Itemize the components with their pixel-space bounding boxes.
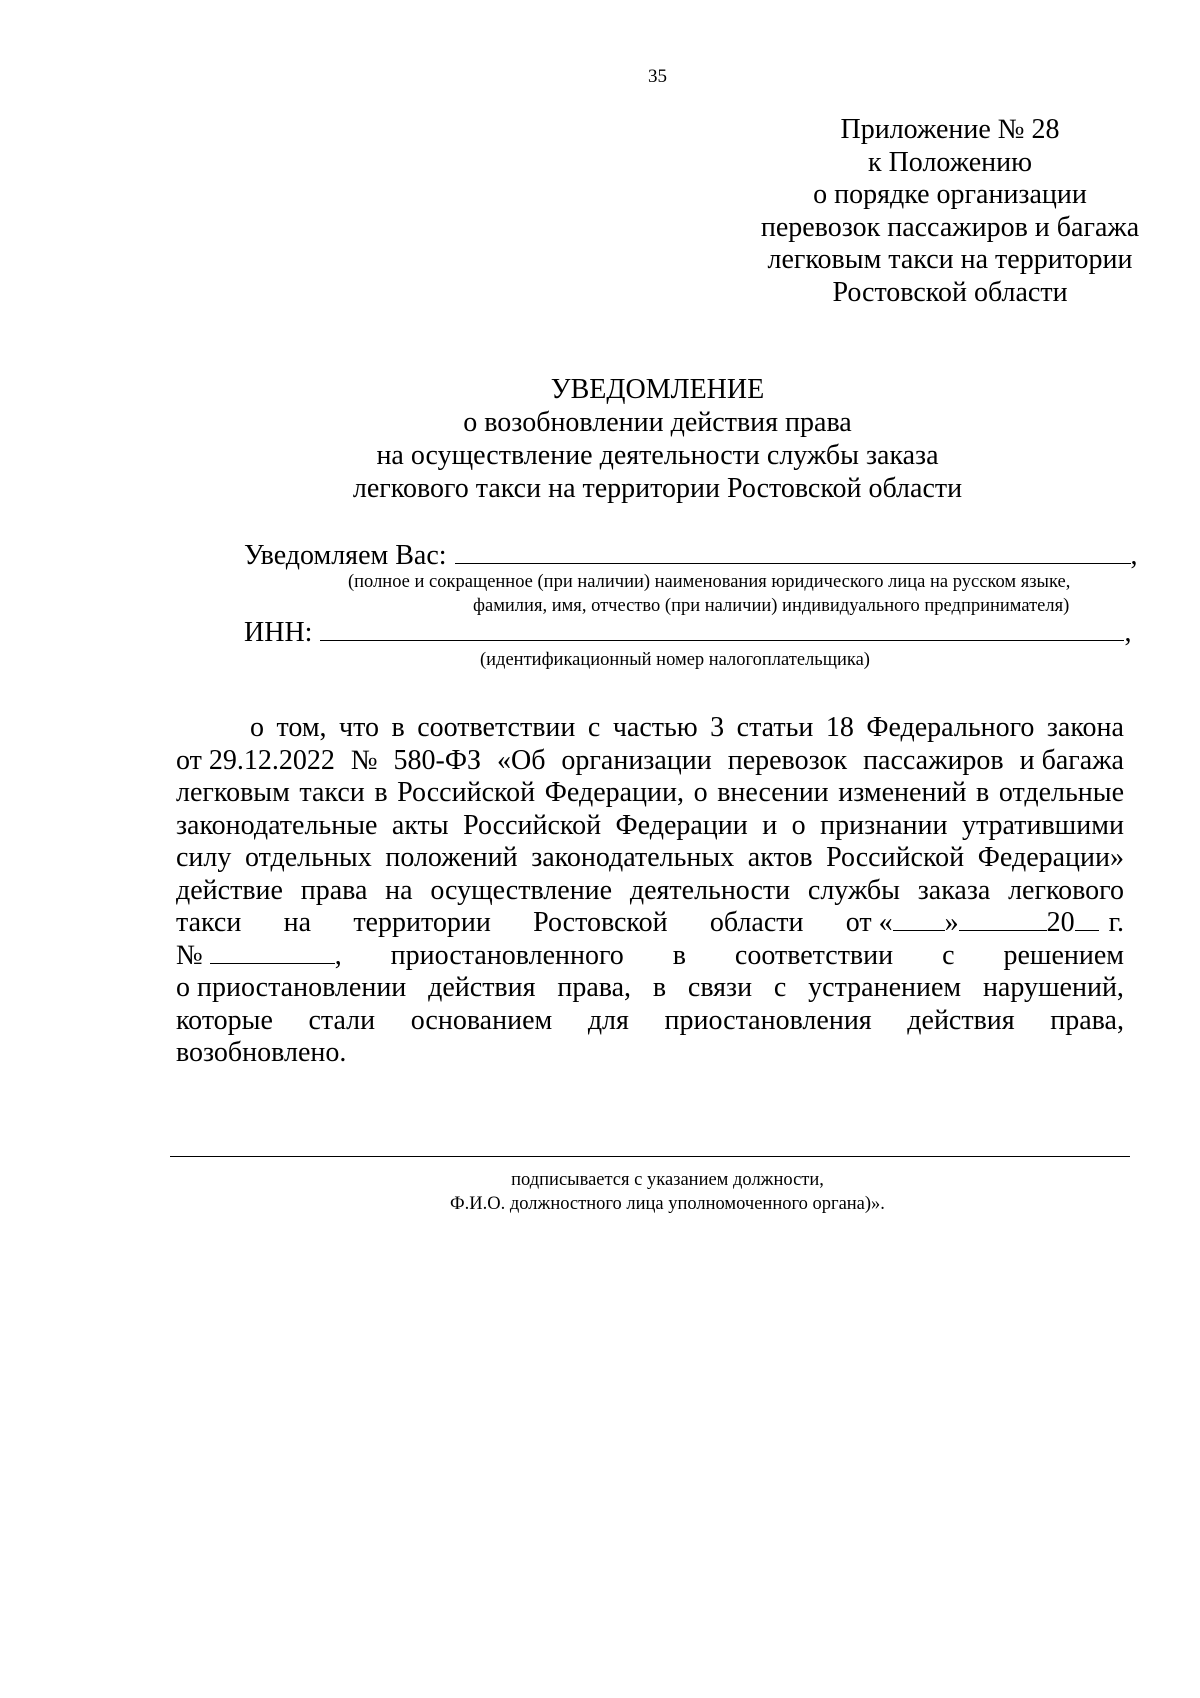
notify-label: Уведомляем Вас:: [244, 540, 447, 571]
inn-hint: (идентификационный номер налогоплательщика): [480, 650, 870, 670]
notify-hint-line: (полное и сокращенное (при наличии) наименования юридического лица на русском языке,: [348, 572, 1071, 592]
inn-comma: ,: [1124, 617, 1132, 648]
title-line: на осуществление деятельности службы заказа: [376, 440, 939, 471]
appendix-line: Ростовской области: [832, 276, 1068, 308]
title-line: легкового такси на территории Ростовской области: [352, 473, 963, 504]
appendix-line: легковым такси на территории: [767, 244, 1133, 275]
date-field: от « » 20 г.: [845, 907, 1124, 938]
body-line: силу отдельных положений законодательных актов Российской Федерации»: [176, 842, 1124, 873]
inn-label: ИНН:: [244, 617, 313, 648]
title-line: о возобновлении действия права: [463, 407, 852, 438]
signature-note: [300, 1168, 1035, 1216]
body-line-date: такси на территории Ростовской области от « » 20 г.: [176, 907, 1124, 938]
inn-fill-line[interactable]: [320, 618, 1124, 641]
appendix-line: Приложение № 28: [840, 114, 1060, 145]
notify-comma: ,: [1130, 540, 1138, 571]
body-line: легковым такси в Российской Федерации, о внесении изменений в отдельные: [176, 777, 1124, 808]
year-blank[interactable]: [1075, 908, 1099, 931]
notify-row: [244, 540, 1138, 572]
appendix-line: о порядке организации: [813, 179, 1087, 210]
body-line: о приостановлении действия права, в связи с устранением нарушений,: [176, 972, 1124, 1003]
title-heading: УВЕДОМЛЕНИЕ: [550, 374, 765, 405]
day-blank[interactable]: [893, 908, 945, 931]
inn-row: [244, 617, 1131, 649]
signature-note-line: Ф.И.О. должностного лица уполномоченного органа)».: [450, 1194, 885, 1214]
appendix-line: перевозок пассажиров и багажа: [760, 211, 1140, 243]
decision-number-field: № ,: [176, 939, 342, 971]
body-line: возобновлено.: [176, 1037, 347, 1068]
signature-line: [170, 1156, 1130, 1157]
body-line: действие права на осуществление деятельности службы заказа легкового: [176, 874, 1124, 906]
body-line-number: № , приостановленного в соответствии с решением: [176, 939, 1124, 971]
body-line: законодательные акты Российской Федерации и о признании утратившими: [176, 809, 1124, 841]
month-blank[interactable]: [959, 908, 1047, 931]
document-title: [300, 373, 1015, 505]
body-line: о том, что в соответствии с частью 3 статьи 18 Федерального закона: [250, 712, 1124, 743]
signature-note-line: подписывается с указанием должности,: [511, 1170, 824, 1190]
notice-body: [176, 712, 1124, 1070]
page-number: 35: [648, 66, 667, 87]
appendix-reference: [740, 114, 1160, 309]
notify-fill-line[interactable]: [455, 541, 1131, 564]
decision-number-blank[interactable]: [210, 941, 335, 964]
appendix-line: к Положению: [867, 146, 1033, 178]
body-line: которые стали основанием для приостановления действия права,: [176, 1004, 1124, 1036]
body-line: от 29.12.2022 № 580-ФЗ «Об организации перевозок пассажиров и багажа: [176, 744, 1124, 776]
notify-hint-line: фамилия, имя, отчество (при наличии) индивидуального предпринимателя): [473, 596, 1070, 616]
